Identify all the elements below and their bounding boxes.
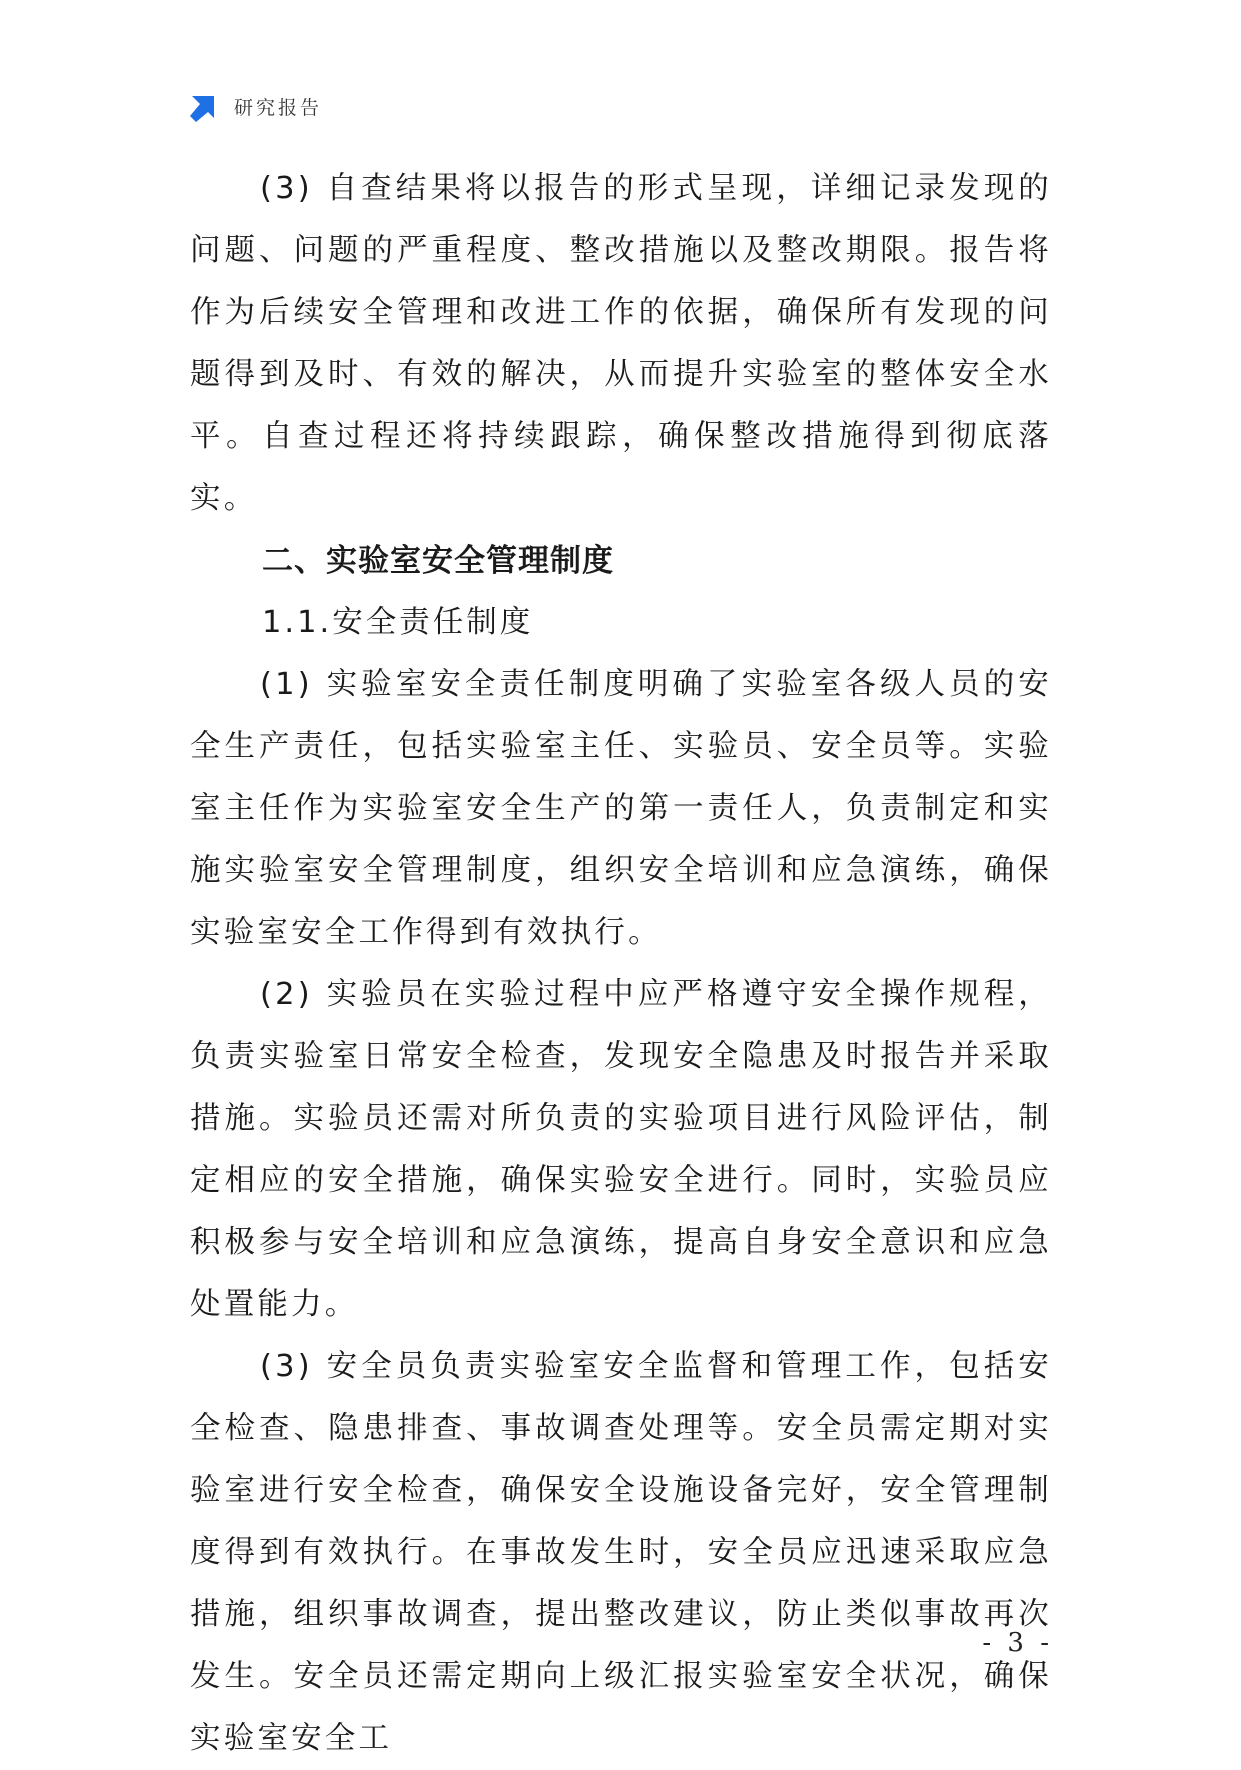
document-body: [190, 158, 1052, 1770]
paragraph-experimenter-duties: (2) 实验员在实验过程中应严格遵守安全操作规程，负责实验室日常安全检查，发现安全隐患及时报告并采取措施。实验员还需对所负责的实验项目进行风险评估，制定相应的安全措施，确保实验安全进行。同时，实验员应积极参与安全培训和应急演练，提高自身安全意识和应急处置能力。: [190, 977, 1052, 1322]
arrow-logo-icon: [188, 90, 220, 122]
report-header: [188, 88, 322, 124]
header-title: 研究报告: [234, 96, 323, 119]
subsection-heading: 1.1.安全责任制度: [262, 605, 534, 640]
paragraph-responsibility-system: (1) 实验室安全责任制度明确了实验室各级人员的安全生产责任，包括实验室主任、实验员、安全员等。实验室主任作为实验室安全生产的第一责任人，负责制定和实施实验室安全管理制度，组织安全培训和应急演练，确保实验室安全工作得到有效执行。: [190, 667, 1052, 950]
paragraph-safety-officer-duties: (3) 安全员负责实验室安全监督和管理工作，包括安全检查、隐患排查、事故调查处理等。安全员需定期对实验室进行安全检查，确保安全设施设备完好，安全管理制度得到有效执行。在事故发生时，安全员应迅速采取应急措施，组织事故调查，提出整改建议，防止类似事故再次发生。安全员还需定期向上级汇报实验室安全状况，确保实验室安全工: [190, 1349, 1052, 1756]
page-number: - 3 -: [982, 1628, 1053, 1658]
paragraph-self-check-results: (3) 自查结果将以报告的形式呈现，详细记录发现的问题、问题的严重程度、整改措施以及整改期限。报告将作为后续安全管理和改进工作的依据，确保所有发现的问题得到及时、有效的解决，从而提升实验室的整体安全水平。自查过程还将持续跟踪，确保整改措施得到彻底落实。: [190, 171, 1052, 516]
section-heading: 二、实验室安全管理制度: [262, 543, 614, 579]
